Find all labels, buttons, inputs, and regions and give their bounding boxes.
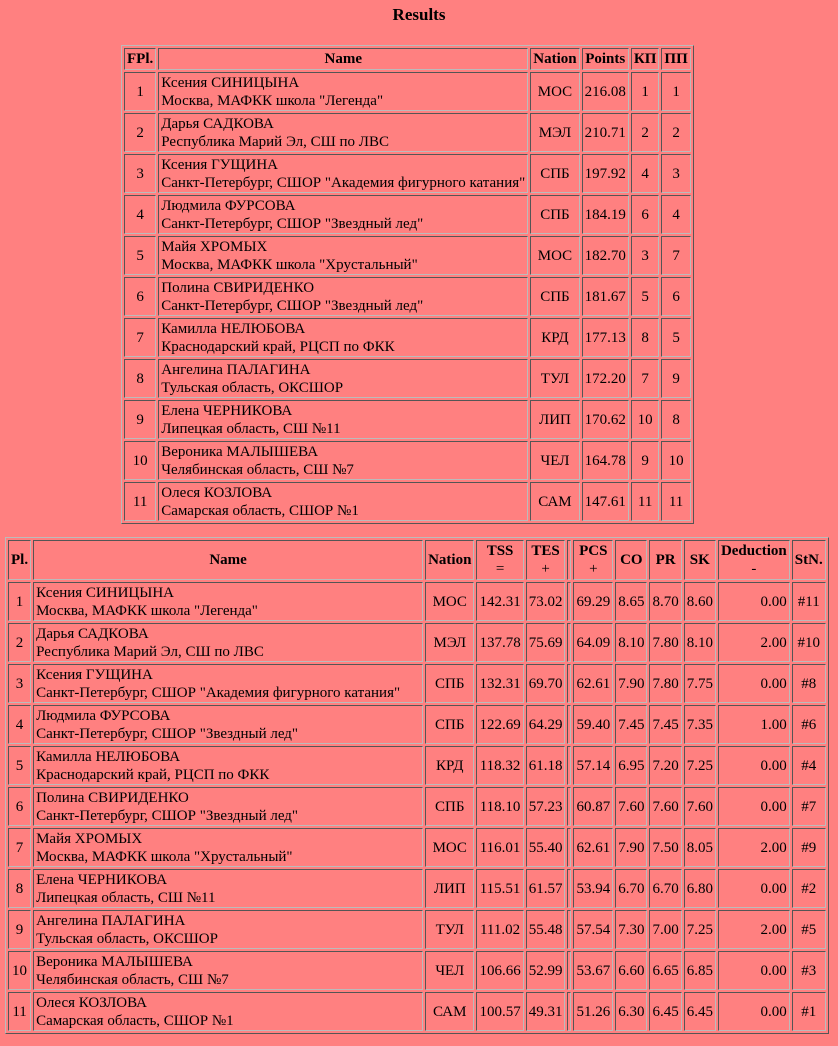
athlete-name: Ксения СИНИЦЫНА xyxy=(36,584,175,601)
pr-cell: 7.60 xyxy=(649,787,681,826)
summary-results-table xyxy=(121,45,694,524)
nation-cell: ЧЕЛ xyxy=(530,441,579,480)
kp-cell: 7 xyxy=(631,359,660,398)
start-number-cell: #9 xyxy=(792,828,826,867)
summary-header-row xyxy=(124,48,691,70)
athlete-cell xyxy=(158,154,528,193)
kp-cell: 10 xyxy=(631,400,660,439)
tss-cell: 100.57 xyxy=(476,992,523,1031)
athlete-club: Тульская область, ОКСШОР xyxy=(36,930,218,947)
nation-cell: КРД xyxy=(425,746,474,785)
pr-cell: 6.70 xyxy=(649,869,681,908)
tss-sign: = xyxy=(495,561,505,577)
athlete-club: Самарская область, СШОР №1 xyxy=(36,1012,234,1029)
athlete-name: Олеся КОЗЛОВА xyxy=(36,994,147,1011)
place-cell: 9 xyxy=(124,400,156,439)
tes-cell: 55.48 xyxy=(526,910,566,949)
start-number-cell: #7 xyxy=(792,787,826,826)
athlete-name: Ксения ГУЩИНА xyxy=(161,156,279,173)
place-cell: 10 xyxy=(124,441,156,480)
summary-table-body xyxy=(124,72,691,521)
athlete-name: Людмила ФУРСОВА xyxy=(36,707,171,724)
tes-cell: 55.40 xyxy=(526,828,566,867)
athlete-club: Москва, МАФКК школа "Легенда" xyxy=(161,92,384,109)
spacer-cell xyxy=(567,664,571,703)
athlete-club: Санкт-Петербург, СШОР "Звездный лед" xyxy=(36,807,299,824)
pp-cell: 5 xyxy=(661,318,690,357)
kp-cell: 1 xyxy=(631,72,660,111)
header-pl: Pl. xyxy=(8,540,31,580)
kp-cell: 11 xyxy=(631,482,660,521)
pp-cell: 1 xyxy=(661,72,690,111)
page-title: Results xyxy=(392,5,446,24)
tss-cell: 106.66 xyxy=(476,951,523,990)
points-cell: 147.61 xyxy=(582,482,629,521)
header-sk: SK xyxy=(684,540,716,580)
points-cell: 177.13 xyxy=(582,318,629,357)
place-cell: 10 xyxy=(8,951,31,990)
kp-cell: 6 xyxy=(631,195,660,234)
place-cell: 7 xyxy=(8,828,31,867)
athlete-name: Полина СВИРИДЕНКО xyxy=(36,789,189,806)
sk-cell: 6.80 xyxy=(684,869,716,908)
sk-cell: 7.60 xyxy=(684,787,716,826)
deduction-cell: 0.00 xyxy=(718,664,790,703)
tss-cell: 116.01 xyxy=(476,828,523,867)
header-tss xyxy=(476,540,523,580)
kp-cell: 5 xyxy=(631,277,660,316)
athlete-cell xyxy=(33,582,423,621)
athlete-club: Санкт-Петербург, СШОР "Звездный лед" xyxy=(161,297,424,314)
table-row xyxy=(124,277,691,316)
deduction-cell: 0.00 xyxy=(718,951,790,990)
deduction-cell: 0.00 xyxy=(718,992,790,1031)
athlete-club: Санкт-Петербург, СШОР "Академия фигурного катания" xyxy=(36,684,401,701)
table-row xyxy=(8,664,826,703)
deduction-cell: 0.00 xyxy=(718,582,790,621)
points-cell: 170.62 xyxy=(582,400,629,439)
pr-cell: 7.45 xyxy=(649,705,681,744)
points-cell: 164.78 xyxy=(582,441,629,480)
start-number-cell: #2 xyxy=(792,869,826,908)
header-kp: КП xyxy=(631,48,660,70)
pp-cell: 11 xyxy=(661,482,690,521)
nation-cell: ТУЛ xyxy=(425,910,474,949)
table-row xyxy=(124,318,691,357)
athlete-name: Елена ЧЕРНИКОВА xyxy=(36,871,168,888)
tes-sign: + xyxy=(541,561,550,577)
header-fpl: FPl. xyxy=(124,48,156,70)
pr-cell: 6.65 xyxy=(649,951,681,990)
header-points: Points xyxy=(582,48,629,70)
deduction-cell: 1.00 xyxy=(718,705,790,744)
nation-cell: МОС xyxy=(530,72,579,111)
co-cell: 6.60 xyxy=(615,951,647,990)
start-number-cell: #4 xyxy=(792,746,826,785)
athlete-club: Челябинская область, СШ №7 xyxy=(161,461,354,478)
tes-cell: 49.31 xyxy=(526,992,566,1031)
place-cell: 7 xyxy=(124,318,156,357)
co-cell: 7.90 xyxy=(615,664,647,703)
place-cell: 2 xyxy=(124,113,156,152)
co-cell: 7.60 xyxy=(615,787,647,826)
place-cell: 11 xyxy=(124,482,156,521)
co-cell: 6.30 xyxy=(615,992,647,1031)
table-row xyxy=(124,195,691,234)
athlete-cell xyxy=(33,787,423,826)
tss-cell: 142.31 xyxy=(476,582,523,621)
tss-cell: 118.10 xyxy=(476,787,523,826)
nation-cell: ЧЕЛ xyxy=(425,951,474,990)
athlete-cell xyxy=(158,318,528,357)
pcs-cell: 60.87 xyxy=(573,787,613,826)
nation-cell: ЛИП xyxy=(425,869,474,908)
pr-cell: 7.20 xyxy=(649,746,681,785)
pr-cell: 8.70 xyxy=(649,582,681,621)
sk-cell: 6.85 xyxy=(684,951,716,990)
table-row xyxy=(124,359,691,398)
tes-cell: 57.23 xyxy=(526,787,566,826)
tss-cell: 122.69 xyxy=(476,705,523,744)
points-cell: 181.67 xyxy=(582,277,629,316)
table-row xyxy=(124,113,691,152)
co-cell: 6.70 xyxy=(615,869,647,908)
spacer-cell xyxy=(567,623,571,662)
athlete-cell xyxy=(33,828,423,867)
nation-cell: САМ xyxy=(530,482,579,521)
athlete-cell xyxy=(158,482,528,521)
spacer-cell xyxy=(567,582,571,621)
athlete-name: Майя ХРОМЫХ xyxy=(161,238,268,255)
pr-cell: 7.80 xyxy=(649,623,681,662)
place-cell: 9 xyxy=(8,910,31,949)
table-row xyxy=(8,746,826,785)
athlete-club: Краснодарский край, РЦСП по ФКК xyxy=(36,766,270,783)
deduction-cell: 0.00 xyxy=(718,869,790,908)
tes-cell: 75.69 xyxy=(526,623,566,662)
athlete-name: Ангелина ПАЛАГИНА xyxy=(36,912,186,929)
deduction-cell: 2.00 xyxy=(718,910,790,949)
table-row xyxy=(8,992,826,1031)
athlete-name: Ангелина ПАЛАГИНА xyxy=(161,361,311,378)
athlete-club: Липецкая область, СШ №11 xyxy=(161,420,341,437)
points-cell: 216.08 xyxy=(582,72,629,111)
deduction-cell: 0.00 xyxy=(718,746,790,785)
segment-results-table xyxy=(5,537,829,1034)
pcs-cell: 53.94 xyxy=(573,869,613,908)
place-cell: 11 xyxy=(8,992,31,1031)
athlete-cell xyxy=(158,400,528,439)
table-row xyxy=(8,910,826,949)
spacer-cell xyxy=(567,869,571,908)
athlete-name: Вероника МАЛЫШЕВА xyxy=(161,443,319,460)
header-name: Name xyxy=(33,540,423,580)
header-nation: Nation xyxy=(530,48,579,70)
table-row xyxy=(8,828,826,867)
athlete-cell xyxy=(158,72,528,111)
pcs-cell: 57.54 xyxy=(573,910,613,949)
tss-cell: 115.51 xyxy=(476,869,523,908)
pcs-cell: 57.14 xyxy=(573,746,613,785)
kp-cell: 8 xyxy=(631,318,660,357)
athlete-name: Вероника МАЛЫШЕВА xyxy=(36,953,193,970)
deduction-cell: 0.00 xyxy=(718,787,790,826)
athlete-cell xyxy=(33,910,423,949)
athlete-club: Краснодарский край, РЦСП по ФКК xyxy=(161,338,395,355)
nation-cell: МОС xyxy=(530,236,579,275)
athlete-name: Полина СВИРИДЕНКО xyxy=(161,279,315,296)
pcs-sign: + xyxy=(589,561,598,577)
nation-cell: СПБ xyxy=(530,277,579,316)
tes-cell: 52.99 xyxy=(526,951,566,990)
athlete-club: Москва, МАФКК школа "Хрустальный" xyxy=(36,848,293,865)
header-spacer xyxy=(567,540,571,580)
athlete-name: Людмила ФУРСОВА xyxy=(161,197,296,214)
place-cell: 5 xyxy=(8,746,31,785)
athlete-club: Челябинская область, СШ №7 xyxy=(36,971,229,988)
sk-cell: 7.25 xyxy=(684,910,716,949)
athlete-club: Липецкая область, СШ №11 xyxy=(36,889,216,906)
tes-cell: 64.29 xyxy=(526,705,566,744)
header-pcs xyxy=(573,540,613,580)
place-cell: 1 xyxy=(8,582,31,621)
points-cell: 182.70 xyxy=(582,236,629,275)
spacer-cell xyxy=(567,910,571,949)
tss-cell: 132.31 xyxy=(476,664,523,703)
header-nation: Nation xyxy=(425,540,474,580)
pcs-cell: 69.29 xyxy=(573,582,613,621)
spacer-cell xyxy=(567,705,571,744)
athlete-cell xyxy=(158,359,528,398)
spacer-cell xyxy=(567,746,571,785)
nation-cell: СПБ xyxy=(425,705,474,744)
tes-cell: 61.18 xyxy=(526,746,566,785)
athlete-cell xyxy=(33,664,423,703)
athlete-name: Камилла НЕЛЮБОВА xyxy=(36,748,181,765)
header-name: Name xyxy=(158,48,528,70)
athlete-name: Дарья САДКОВА xyxy=(36,625,149,642)
nation-cell: МОС xyxy=(425,582,474,621)
co-cell: 6.95 xyxy=(615,746,647,785)
segment-table-body xyxy=(8,582,826,1031)
tss-label: TSS xyxy=(486,543,514,559)
start-number-cell: #11 xyxy=(792,582,826,621)
header-pr: PR xyxy=(649,540,681,580)
nation-cell: МЭЛ xyxy=(530,113,579,152)
place-cell: 2 xyxy=(8,623,31,662)
athlete-cell xyxy=(33,951,423,990)
place-cell: 4 xyxy=(124,195,156,234)
nation-cell: СПБ xyxy=(530,195,579,234)
table-row xyxy=(8,582,826,621)
deduction-label: Deduction xyxy=(720,543,787,559)
pcs-cell: 53.67 xyxy=(573,951,613,990)
table-row xyxy=(8,787,826,826)
table-row xyxy=(124,154,691,193)
points-cell: 197.92 xyxy=(582,154,629,193)
kp-cell: 4 xyxy=(631,154,660,193)
deduction-cell: 2.00 xyxy=(718,828,790,867)
athlete-name: Дарья САДКОВА xyxy=(161,115,274,132)
athlete-name: Майя ХРОМЫХ xyxy=(36,830,143,847)
points-cell: 210.71 xyxy=(582,113,629,152)
sk-cell: 8.10 xyxy=(684,623,716,662)
pcs-cell: 62.61 xyxy=(573,664,613,703)
start-number-cell: #5 xyxy=(792,910,826,949)
nation-cell: ЛИП xyxy=(530,400,579,439)
table-row xyxy=(8,869,826,908)
table-row xyxy=(124,72,691,111)
pr-cell: 6.45 xyxy=(649,992,681,1031)
athlete-cell xyxy=(33,623,423,662)
header-pp: ПП xyxy=(661,48,690,70)
co-cell: 7.90 xyxy=(615,828,647,867)
table-row xyxy=(124,400,691,439)
pcs-cell: 51.26 xyxy=(573,992,613,1031)
athlete-cell xyxy=(158,236,528,275)
header-stn: StN. xyxy=(792,540,826,580)
table-row xyxy=(124,482,691,521)
table-row xyxy=(124,441,691,480)
spacer-cell xyxy=(567,787,571,826)
athlete-club: Тульская область, ОКСШОР xyxy=(161,379,344,396)
pp-cell: 4 xyxy=(661,195,690,234)
table-row xyxy=(8,705,826,744)
athlete-cell xyxy=(33,992,423,1031)
pcs-cell: 62.61 xyxy=(573,828,613,867)
athlete-cell xyxy=(158,113,528,152)
athlete-name: Ксения СИНИЦЫНА xyxy=(161,74,300,91)
co-cell: 7.30 xyxy=(615,910,647,949)
header-tes xyxy=(526,540,566,580)
athlete-cell xyxy=(33,705,423,744)
athlete-name: Олеся КОЗЛОВА xyxy=(161,484,273,501)
athlete-cell xyxy=(158,441,528,480)
athlete-cell xyxy=(158,195,528,234)
deduction-cell: 2.00 xyxy=(718,623,790,662)
spacer-cell xyxy=(567,828,571,867)
athlete-cell xyxy=(158,277,528,316)
sk-cell: 7.25 xyxy=(684,746,716,785)
nation-cell: КРД xyxy=(530,318,579,357)
place-cell: 5 xyxy=(124,236,156,275)
nation-cell: СПБ xyxy=(530,154,579,193)
header-deduction xyxy=(718,540,790,580)
place-cell: 3 xyxy=(8,664,31,703)
place-cell: 3 xyxy=(124,154,156,193)
table-row xyxy=(8,951,826,990)
place-cell: 8 xyxy=(124,359,156,398)
pp-cell: 7 xyxy=(661,236,690,275)
athlete-cell xyxy=(33,746,423,785)
place-cell: 6 xyxy=(8,787,31,826)
sk-cell: 7.75 xyxy=(684,664,716,703)
pp-cell: 8 xyxy=(661,400,690,439)
athlete-club: Санкт-Петербург, СШОР "Звездный лед" xyxy=(36,725,299,742)
nation-cell: МЭЛ xyxy=(425,623,474,662)
sk-cell: 6.45 xyxy=(684,992,716,1031)
tss-cell: 111.02 xyxy=(476,910,523,949)
start-number-cell: #3 xyxy=(792,951,826,990)
spacer-cell xyxy=(567,951,571,990)
kp-cell: 3 xyxy=(631,236,660,275)
kp-cell: 9 xyxy=(631,441,660,480)
place-cell: 8 xyxy=(8,869,31,908)
table-row xyxy=(124,236,691,275)
athlete-name: Елена ЧЕРНИКОВА xyxy=(161,402,293,419)
spacer-cell xyxy=(567,992,571,1031)
athlete-club: Москва, МАФКК школа "Легенда" xyxy=(36,602,258,619)
athlete-club: Республика Марий Эл, СШ по ЛВС xyxy=(161,133,389,150)
nation-cell: СПБ xyxy=(425,787,474,826)
start-number-cell: #10 xyxy=(792,623,826,662)
tes-cell: 73.02 xyxy=(526,582,566,621)
pp-cell: 3 xyxy=(661,154,690,193)
pcs-cell: 64.09 xyxy=(573,623,613,662)
place-cell: 6 xyxy=(124,277,156,316)
athlete-club: Санкт-Петербург, СШОР "Звездный лед" xyxy=(161,215,424,232)
kp-cell: 2 xyxy=(631,113,660,152)
co-cell: 8.10 xyxy=(615,623,647,662)
athlete-club: Москва, МАФКК школа "Хрустальный" xyxy=(161,256,418,273)
pcs-cell: 59.40 xyxy=(573,705,613,744)
co-cell: 7.45 xyxy=(615,705,647,744)
athlete-club: Республика Марий Эл, СШ по ЛВС xyxy=(36,643,264,660)
tss-cell: 118.32 xyxy=(476,746,523,785)
segment-header-row xyxy=(8,540,826,580)
athlete-name: Камилла НЕЛЮБОВА xyxy=(161,320,306,337)
tss-cell: 137.78 xyxy=(476,623,523,662)
place-cell: 4 xyxy=(8,705,31,744)
nation-cell: САМ xyxy=(425,992,474,1031)
sk-cell: 8.05 xyxy=(684,828,716,867)
pr-cell: 7.80 xyxy=(649,664,681,703)
co-cell: 8.65 xyxy=(615,582,647,621)
sk-cell: 8.60 xyxy=(684,582,716,621)
place-cell: 1 xyxy=(124,72,156,111)
start-number-cell: #1 xyxy=(792,992,826,1031)
nation-cell: ТУЛ xyxy=(530,359,579,398)
tes-cell: 61.57 xyxy=(526,869,566,908)
pp-cell: 10 xyxy=(661,441,690,480)
deduction-sign: - xyxy=(751,561,757,577)
pp-cell: 2 xyxy=(661,113,690,152)
start-number-cell: #6 xyxy=(792,705,826,744)
header-co: CO xyxy=(615,540,647,580)
athlete-club: Санкт-Петербург, СШОР "Академия фигурного катания" xyxy=(161,174,526,191)
tes-label: TES xyxy=(531,543,560,559)
pp-cell: 6 xyxy=(661,277,690,316)
pr-cell: 7.00 xyxy=(649,910,681,949)
pcs-label: PCS xyxy=(579,543,608,559)
nation-cell: СПБ xyxy=(425,664,474,703)
athlete-club: Самарская область, СШОР №1 xyxy=(161,502,359,519)
pp-cell: 9 xyxy=(661,359,690,398)
nation-cell: МОС xyxy=(425,828,474,867)
pr-cell: 7.50 xyxy=(649,828,681,867)
sk-cell: 7.35 xyxy=(684,705,716,744)
points-cell: 172.20 xyxy=(582,359,629,398)
athlete-cell xyxy=(33,869,423,908)
tes-cell: 69.70 xyxy=(526,664,566,703)
start-number-cell: #8 xyxy=(792,664,826,703)
points-cell: 184.19 xyxy=(582,195,629,234)
athlete-name: Ксения ГУЩИНА xyxy=(36,666,153,683)
table-row xyxy=(8,623,826,662)
